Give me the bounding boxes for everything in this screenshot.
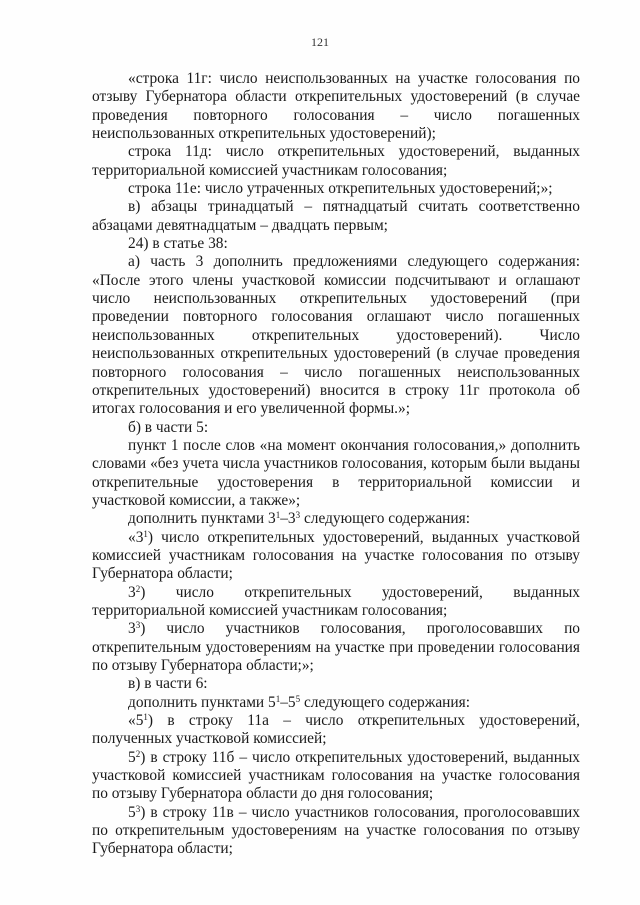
paragraph: строка 11д: число открепительных удостоверений, выданных территориальной комиссией участникам голосования; [92, 143, 580, 179]
paragraph: «$5^1$) в строку 11а – число открепительных удостоверений, полученных участковой комиссией; [92, 712, 580, 748]
document-body [92, 70, 580, 859]
paragraph: б) в части 5: [128, 418, 209, 436]
page-number: 121 [311, 35, 329, 49]
paragraph: в) в части 6: [128, 675, 208, 693]
paragraph: дополнить пунктами $5^1-5^5$ следующего содержания: [128, 693, 471, 711]
paragraph: $5^2$) в строку 11б – число открепительных удостоверений, выданных участковой комиссией участникам голосования на участке голосования по отзыву Губернатора области до дня голосования; [92, 748, 580, 803]
paragraph: дополнить пунктами $3^1-3^3$ следующего содержания: [128, 510, 471, 528]
paragraph: а) часть 3 дополнить предложениями следующего содержания: «После этого члены участковой комиссии подсчитывают и оглашают число неиспользованных открепительных удостоверений (при проведении повторного голосования оглашают число погашенных неиспользованных открепительных удостоверений). Число неиспользованных открепительных удостоверений (в случае проведения повторного голосования – число погашенных неиспользованных открепительных удостоверений) вносится в строку 11г протокола об итогах голосования и его увеличенной формы.»; [92, 253, 580, 418]
paragraph: строка 11е: число утраченных открепительных удостоверений;»; [128, 180, 553, 198]
paragraph: «строка 11г: число неиспользованных на участке голосования по отзыву Губернатора области открепительных удостоверений (в случае проведения повторного голосования – число погашенных неиспользованных открепительных удостоверений); [92, 70, 580, 143]
paragraph: $5^3$) в строку 11в – число участников голосования, проголосовавших по открепительным удостоверениям на участке голосования по отзыву Губернатора области; [92, 803, 580, 858]
paragraph: 24) в статье 38: [128, 235, 228, 253]
paragraph: в) абзацы тринадцатый – пятнадцатый считать соответственно абзацами девятнадцатым – двадцать первым; [92, 198, 580, 234]
paragraph: пункт 1 после слов «на момент окончания голосования,» дополнить словами «без учета числа участников голосования, которым были выданы открепительные удостоверения в территориальной комиссии и участковой комиссии, а также»; [92, 436, 580, 509]
paragraph: $3^3$) число участников голосования, проголосовавших по открепительным удостоверениям на участке при проведении голосования по отзыву Губернатора области;»; [92, 620, 580, 674]
paragraph: «$3^1$) число открепительных удостоверений, выданных участковой комиссией участникам голосования на участке голосования по отзыву Губернатора области; [92, 528, 580, 583]
paragraph: $3^2$) число открепительных удостоверений, выданных территориальной комиссией участникам голосования; [92, 583, 580, 619]
